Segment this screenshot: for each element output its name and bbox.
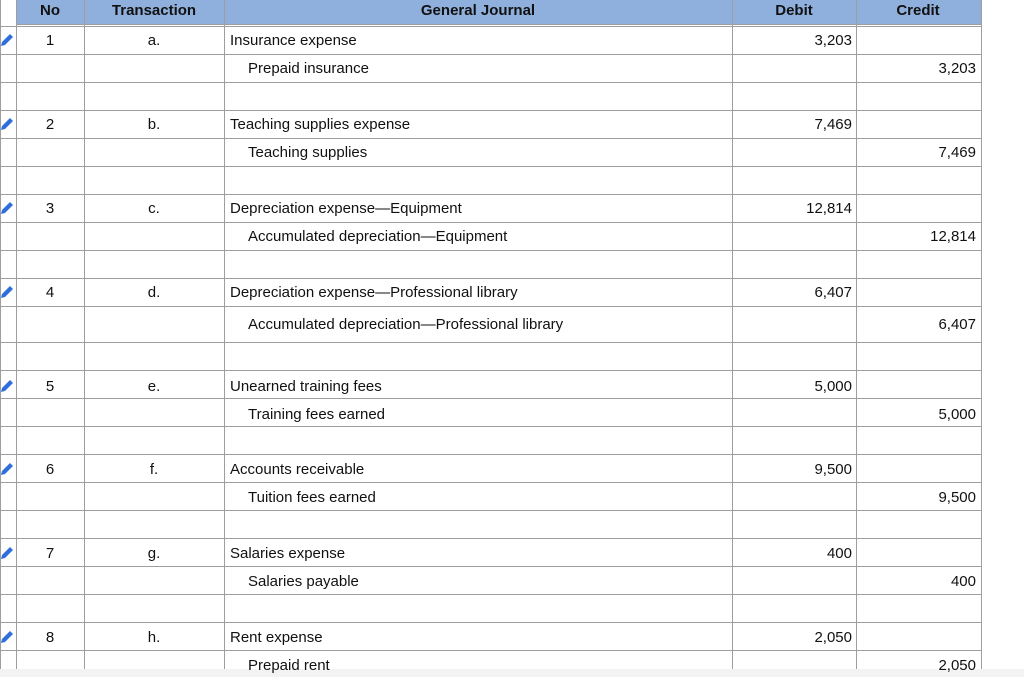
grid-vline [0,0,1,669]
entry-number[interactable]: 5 [45,378,55,395]
debit-account-cell[interactable]: Rent expense [230,629,323,646]
header-transaction: Transaction [111,2,197,19]
grid-vline [84,0,85,669]
credit-amount-cell[interactable]: 5,000 [938,406,976,423]
credit-account-cell[interactable]: Accumulated depreciation—Equipment [248,228,508,245]
grid-hline [0,454,982,455]
credit-account-cell[interactable]: Teaching supplies [248,144,368,161]
credit-account-cell[interactable]: Accumulated depreciation—Professional library [248,316,564,333]
pencil-icon[interactable] [0,546,14,560]
grid-hline [0,342,982,343]
grid-hline [0,426,982,427]
transaction-label[interactable]: h. [147,629,161,646]
entry-number[interactable]: 4 [45,284,55,301]
grid-hline [0,538,982,539]
credit-amount-cell[interactable]: 6,407 [938,316,976,333]
credit-amount-cell[interactable]: 400 [950,573,976,590]
credit-account-cell[interactable]: Tuition fees earned [248,489,376,506]
grid-hline [0,566,982,567]
debit-amount-cell[interactable]: 6,407 [814,284,852,301]
grid-vline [856,0,857,669]
credit-amount-cell[interactable]: 12,814 [930,228,976,245]
grid-hline [0,398,982,399]
grid-hline [0,650,982,651]
grid-hline [0,622,982,623]
grid-hline [0,194,982,195]
grid-hline [0,510,982,511]
debit-account-cell[interactable]: Insurance expense [230,32,357,49]
debit-amount-cell[interactable]: 400 [826,545,852,562]
debit-account-cell[interactable]: Teaching supplies expense [230,116,411,133]
grid-hline [0,250,982,251]
pencil-icon[interactable] [0,117,14,131]
grid-hline [0,166,982,167]
pencil-icon[interactable] [0,285,14,299]
grid-vline [224,0,225,669]
header-general-journal: General Journal [420,2,536,19]
grid-vline [732,0,733,669]
transaction-label[interactable]: a. [147,32,161,49]
debit-account-cell[interactable]: Accounts receivable [230,461,365,478]
header-credit: Credit [896,2,940,19]
entry-number[interactable]: 7 [45,545,55,562]
transaction-label[interactable]: f. [149,461,159,478]
pencil-icon[interactable] [0,379,14,393]
transaction-label[interactable]: e. [147,378,161,395]
grid-hline [0,370,982,371]
grid-hline [0,306,982,307]
debit-amount-cell[interactable]: 5,000 [814,378,852,395]
debit-account-cell[interactable]: Salaries expense [230,545,346,562]
credit-account-cell[interactable]: Prepaid insurance [248,60,369,77]
debit-amount-cell[interactable]: 3,203 [814,32,852,49]
pencil-icon[interactable] [0,462,14,476]
debit-amount-cell[interactable]: 2,050 [814,629,852,646]
grid-hline [0,54,982,55]
credit-account-cell[interactable]: Training fees earned [248,406,386,423]
credit-amount-cell[interactable]: 3,203 [938,60,976,77]
entry-number[interactable]: 6 [45,461,55,478]
entry-number[interactable]: 3 [45,200,55,217]
grid-vline [16,0,17,669]
credit-account-cell[interactable]: Prepaid rent [248,657,330,674]
credit-amount-cell[interactable]: 9,500 [938,489,976,506]
grid-hline [16,24,982,25]
transaction-label[interactable]: d. [147,284,161,301]
grid-hline [0,138,982,139]
grid-hline [0,222,982,223]
grid-hline [0,594,982,595]
debit-account-cell[interactable]: Depreciation expense—Professional library [230,284,518,301]
entry-number[interactable]: 2 [45,116,55,133]
grid-hline [0,82,982,83]
entry-number[interactable]: 8 [45,629,55,646]
grid-hline [0,278,982,279]
transaction-label[interactable]: g. [147,545,161,562]
header-no: No [40,2,60,19]
grid-hline [0,110,982,111]
debit-amount-cell[interactable]: 9,500 [814,461,852,478]
credit-amount-cell[interactable]: 2,050 [938,657,976,674]
grid-vline [981,0,982,669]
grid-hline [0,26,982,27]
debit-account-cell[interactable]: Depreciation expense—Equipment [230,200,462,217]
header-debit: Debit [775,2,813,19]
credit-amount-cell[interactable]: 7,469 [938,144,976,161]
entry-number[interactable]: 1 [45,32,55,49]
debit-amount-cell[interactable]: 12,814 [806,200,852,217]
debit-amount-cell[interactable]: 7,469 [814,116,852,133]
credit-account-cell[interactable]: Salaries payable [248,573,359,590]
pencil-icon[interactable] [0,201,14,215]
debit-account-cell[interactable]: Unearned training fees [230,378,382,395]
transaction-label[interactable]: c. [148,200,160,217]
pencil-icon[interactable] [0,630,14,644]
transaction-label[interactable]: b. [147,116,161,133]
pencil-icon[interactable] [0,33,14,47]
grid-hline [0,482,982,483]
